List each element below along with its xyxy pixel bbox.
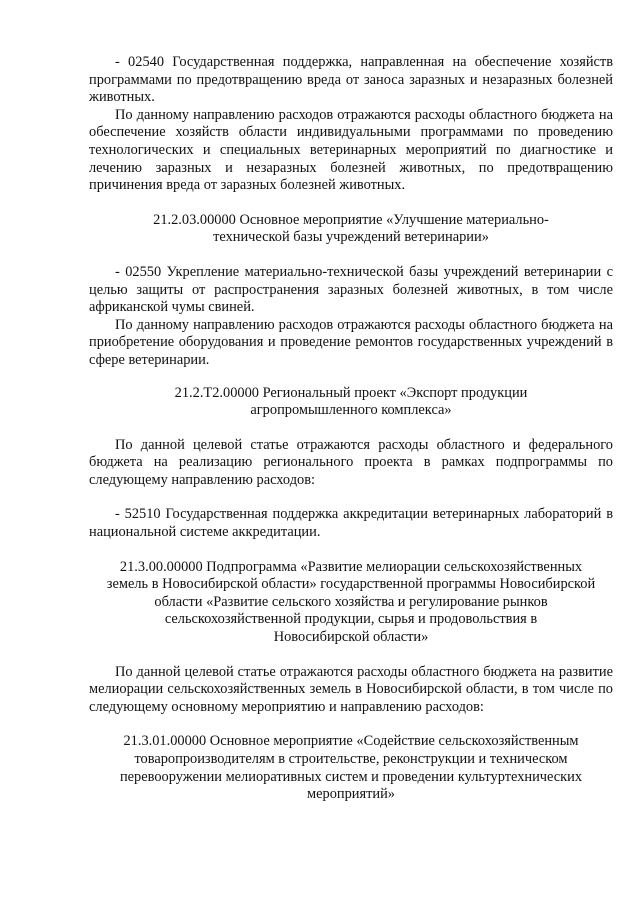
paragraph-02540: - 02540 Государственная поддержка, направленная на обеспечение хозяйств программами по предотвращению вреда от заноса заразных и незаразных болезней животных.	[89, 54, 613, 106]
spacer	[89, 647, 613, 664]
heading-21-2-03	[89, 212, 613, 247]
heading-line: сельскохозяйственной продукции, сырья и продовольствия в	[164, 611, 538, 628]
heading-line: товаропроизводителям в строительстве, реконструкции и техническом	[134, 751, 568, 767]
heading-line: перевооружении мелиоративных систем и проведении культуртехнических	[119, 768, 583, 785]
heading-line: 21.3.01.00000 Основное мероприятие «Содействие сельскохозяйственным	[123, 733, 579, 750]
heading-21-3-00	[89, 559, 613, 647]
heading-line: 21.2.Т2.00000 Региональный проект «Экспорт продукции	[174, 384, 528, 401]
heading-21-2-T2	[89, 385, 613, 420]
heading-21-3-01	[89, 733, 613, 803]
heading-line: 21.3.00.00000 Подпрограмма «Развитие мелиорации сельскохозяйственных	[119, 558, 583, 575]
paragraph-02550-description: По данному направлению расходов отражаются расходы областного бюджета на приобретение оборудования и проведение ремонтов государственных учреждений в сфере ветеринарии.	[89, 316, 613, 368]
paragraph-02550: - 02550 Укрепление материально-технической базы учреждений ветеринарии с целью защиты от распространения заразных болезней животных, в том числе африканской чумы свиней.	[89, 263, 613, 316]
spacer	[89, 370, 613, 385]
heading-line: области «Развитие сельского хозяйства и регулирование рынков	[154, 593, 548, 610]
spacer	[89, 195, 613, 212]
paragraph-target-article-regional: По данной целевой статье отражаются расходы областного и федерального бюджета на реализацию регионального проекта в рамках подпрограммы по следующему направлению расходов:	[89, 436, 613, 488]
heading-line: 21.2.03.00000 Основное мероприятие «Улучшение материально-	[153, 211, 549, 228]
spacer	[89, 420, 613, 437]
heading-line: мероприятий»	[307, 786, 395, 803]
paragraph-02540-description: По данному направлению расходов отражаются расходы областного бюджета на обеспечение хозяйств области индивидуальными программами по проведению технологических и специальных ветеринарных мероприятий по диагностике и лечению заразных и незаразных болезней животных, по предотвращению причинения вреда от заразных болезней животных.	[89, 106, 613, 194]
spacer	[89, 247, 613, 264]
spacer	[89, 489, 613, 506]
heading-line: технической базы учреждений ветеринарии»	[213, 229, 489, 246]
paragraph-target-article-melioration: По данной целевой статье отражаются расходы областного бюджета на развитие мелиорации сельскохозяйственных земель в Новосибирской области, в том числе по следующему основному мероприятию и направлению расходов:	[89, 663, 613, 715]
heading-line: земель в Новосибирской области» государственной программы Новосибирской	[106, 576, 596, 593]
heading-line: агропромышленного комплекса»	[250, 402, 452, 419]
heading-line: Новосибирской области»	[273, 629, 429, 646]
paragraph-52510: - 52510 Государственная поддержка аккредитации ветеринарных лабораторий в национальной системе аккредитации.	[89, 506, 613, 541]
spacer	[89, 542, 613, 559]
spacer	[89, 716, 613, 733]
